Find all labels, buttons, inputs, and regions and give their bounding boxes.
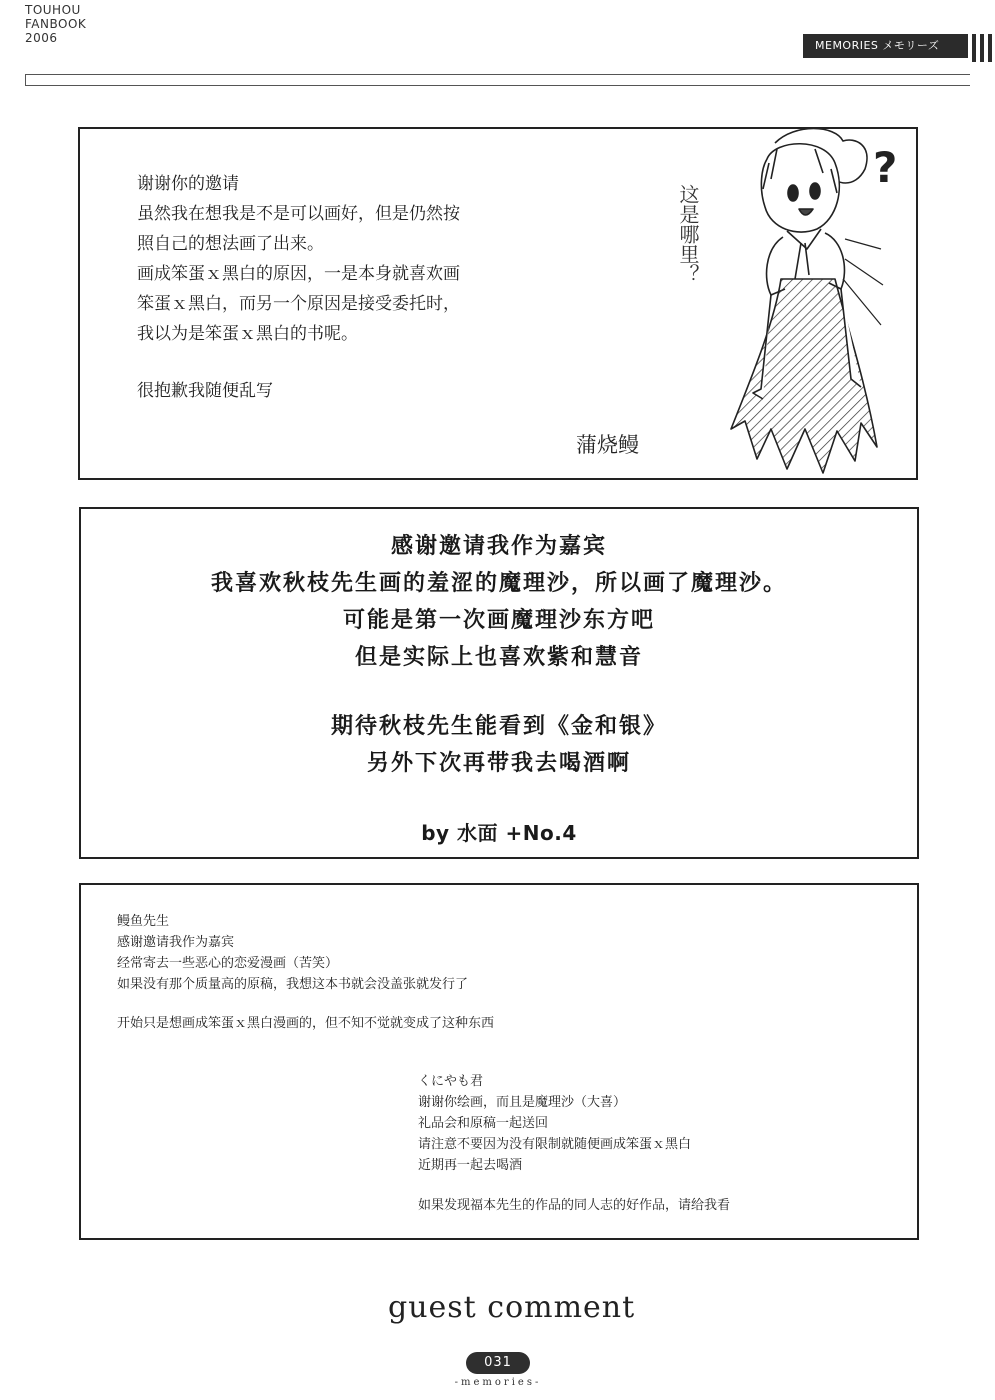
comment-line: 但是实际上也喜欢紫和慧音 xyxy=(354,645,643,670)
comment-line: 经常寄去一些恶心的恋爱漫画（苦笑） xyxy=(117,956,339,971)
comment-line: 虽然我在想我是不是可以画好，但是仍然按 xyxy=(137,204,460,224)
header-rule xyxy=(25,74,970,86)
book-label-line: 2006 xyxy=(25,31,58,45)
comment-line: 感谢邀请我作为嘉宾 xyxy=(390,534,607,559)
comment-block xyxy=(418,1071,691,1176)
book-label-line: FANBOOK xyxy=(25,17,87,31)
question-mark: ? xyxy=(873,143,898,192)
comment-signature: by 水面 +No.4 xyxy=(421,821,577,845)
comment-line: 如果没有那个质量高的原稿，我想这本书就会没盖张就发行了 xyxy=(117,977,469,992)
comment-line: 如果发现福本先生的作品的同人志的好作品，请给我看 xyxy=(418,1198,731,1213)
comment-line: 我以为是笨蛋ｘ黑白的书呢。 xyxy=(137,324,358,344)
book-label xyxy=(25,3,86,45)
header-stripes xyxy=(972,34,995,62)
comment-body xyxy=(137,169,460,349)
page-footer-label: -memories- xyxy=(454,1377,542,1388)
comment-signature: 蒲烧鳗 xyxy=(576,433,639,457)
comment-line: 近期再一起去喝酒 xyxy=(418,1158,523,1173)
comment-line: 感谢邀请我作为嘉宾 xyxy=(117,935,235,950)
character-illustration xyxy=(705,129,885,479)
comment-line: 鳗鱼先生 xyxy=(117,914,170,929)
comment-line: 谢谢你的邀请 xyxy=(137,174,239,194)
comment-panel-1 xyxy=(78,127,918,480)
comment-closing: 很抱歉我随便乱写 xyxy=(137,381,273,401)
comment-line: 照自己的想法画了出来。 xyxy=(137,234,324,254)
section-title: guest comment xyxy=(388,1290,636,1325)
comment-line: 另外下次再带我去喝酒啊 xyxy=(366,751,631,776)
section-tab: MEMORIES メモリーズ xyxy=(803,34,968,58)
comment-line: 开始只是想画成笨蛋ｘ黑白漫画的，但不知不觉就变成了这种东西 xyxy=(117,1016,495,1031)
comment-line: 请注意不要因为没有限制就随便画成笨蛋ｘ黑白 xyxy=(418,1137,692,1152)
comment-line: 谢谢你绘画，而且是魔理沙（大喜） xyxy=(418,1095,627,1110)
comment-line: 画成笨蛋ｘ黑白的原因，一是本身就喜欢画 xyxy=(137,264,460,284)
comment-line: くにやも君 xyxy=(418,1074,484,1089)
comment-line: 期待秋枝先生能看到《金和银》 xyxy=(330,714,667,739)
page-number: 031 xyxy=(466,1352,530,1374)
comment-line: 礼品会和原稿一起送回 xyxy=(418,1116,549,1131)
comment-line: 可能是第一次画魔理沙东方吧 xyxy=(342,608,655,633)
book-label-line: TOUHOU xyxy=(25,3,81,17)
comment-panel-3 xyxy=(79,883,919,1240)
comment-block xyxy=(117,911,468,995)
comment-line: 笨蛋ｘ黑白，而另一个原因是接受委托时， xyxy=(137,294,460,314)
comment-line: 我喜欢秋枝先生画的羞涩的魔理沙，所以画了魔理沙。 xyxy=(210,571,787,596)
comment-panel-2 xyxy=(79,507,919,859)
speech-text: 这是哪里？ xyxy=(676,184,700,284)
